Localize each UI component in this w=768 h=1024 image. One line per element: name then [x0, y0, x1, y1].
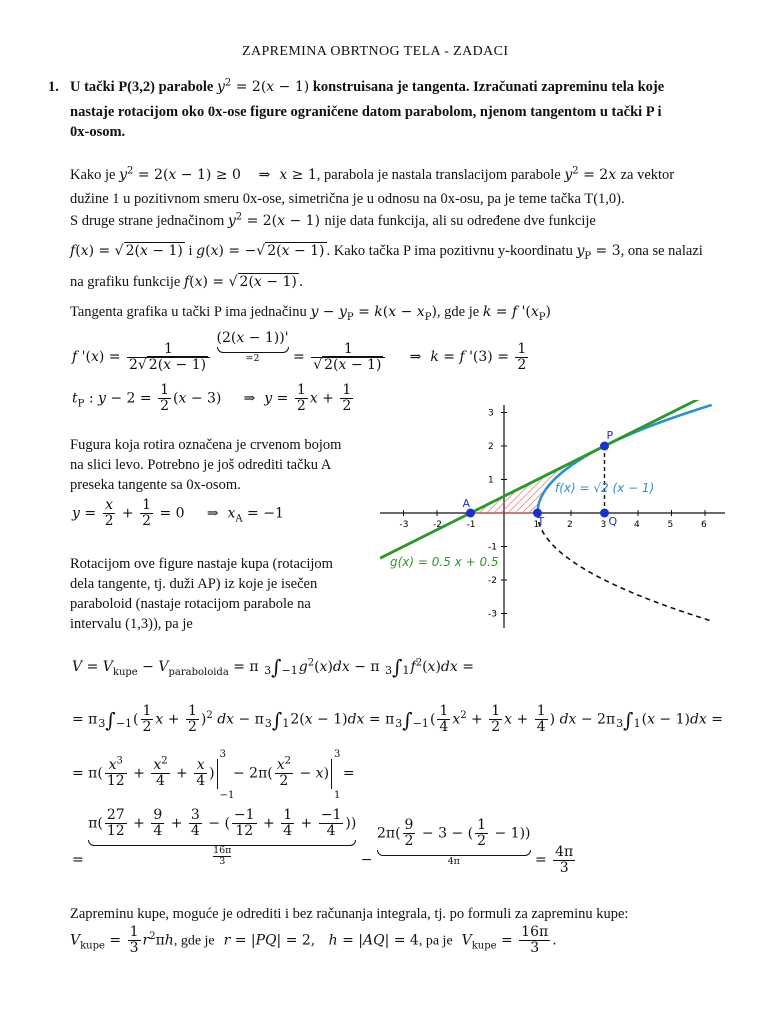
end2a: , gde je	[173, 933, 215, 949]
problem-text-1b: konstruisana je tangenta. Izračunati zapreminu tela koje	[312, 79, 665, 95]
page-title: ZAPREMINA OBRTNOG TELA - ZADACI	[242, 44, 509, 59]
paragraph-5: na grafiku funkcije f(x) = √ 2(x − 1) .	[70, 274, 304, 290]
y-tick-label: 3	[488, 408, 494, 419]
x-tick-label: 2	[567, 520, 573, 530]
function-graph	[380, 400, 725, 630]
p6a: Tangenta grafika u tački P ima jednačinu	[70, 304, 307, 320]
p4b: . Kako tačka P ima pozitivnu y-koordinatu	[326, 243, 573, 259]
point-label-q: Q	[608, 515, 618, 528]
p4a: i	[188, 243, 193, 259]
p1b: , parabola je nastala translacijom parabole	[316, 167, 561, 183]
problem-number: 1.	[48, 79, 59, 95]
point-a-equation: y = $\frac{x}{2}$ + $\frac{1}{2}$ = 0 ⇒ $x_A = -1$	[72, 497, 284, 529]
end2b: , pa je	[418, 933, 453, 949]
x-tick-label: 6	[701, 520, 707, 530]
paragraph-2: dužine 1 u pozitivnom smeru 0x-ose, simetrična je u odnosu na 0x-osu, pa je teme tačka T(1,0).	[70, 191, 625, 207]
parabola-upper-branch	[538, 405, 712, 513]
p4c: , ona se nalazi	[620, 243, 703, 259]
tangent-equation: $t_P$ : y − 2 = $\frac{1}{2}$ (x − 3) ⇒ y = $\frac{1}{2}$ x + $\frac{1}{2}$	[72, 382, 352, 414]
p1c: za vektor	[620, 167, 675, 183]
paragraph-6: Tangenta grafika u tački P ima jednačinu $y - y_P = k(x - x_P)$, gde je k = f '$(x_P)$	[70, 304, 551, 323]
p3b: nije data funkcija, ali su određene dve funkcije	[324, 213, 596, 229]
y-tick-label: -1	[488, 542, 497, 553]
volume-eq-2: = π3∫−1( $\frac{1}{2}$ x + $\frac{1}{2}$ )$^2$ dx − π3∫12(x − 1)dx = π3∫−1( $\frac{1}{4}$ $x^2$ + $\frac{1}{2}$ x + $\frac{1}{4}$ ) dx − 2π3∫1(x − 1)dx =	[72, 703, 724, 735]
problem-text-1a: U tački P(3,2) parabole	[70, 79, 214, 95]
y-tick-label: 2	[488, 442, 494, 452]
p5a: na grafiku funkcije	[70, 274, 181, 290]
x-tick-label: -3	[399, 520, 409, 530]
p6b: , gde je	[436, 304, 480, 320]
conclusion-2: $V_{kupe}$ = $\frac{1}{3}$ $r^2\pi h$, gde je r = |PQ| = 2, h = |AQ| = 4, pa je $V_{kupe}$ = $\frac{16\pi}{3}$ .	[70, 924, 557, 956]
y-tick-label: -2	[488, 576, 497, 586]
x-tick-label: -1	[466, 520, 476, 530]
figure-text-3: preseka tangente sa 0x-osom.	[70, 477, 241, 493]
rotation-text-1: Rotacijom ove figure nastaje kupa (rotacijom	[70, 556, 333, 572]
p1a: Kako je	[70, 167, 116, 183]
figure-text-1: Fugura koja rotira označena je crvenom bojom	[70, 437, 342, 453]
y-tick-label: 1	[488, 475, 494, 486]
volume-eq-4: = π( $\frac{27}{12}$ + $\frac{9}{4}$ + $\frac{3}{4}$ − ( $\frac{-1}{12}$ + $\frac{1}{4}$ + $\frac{-1}{4}$ )) $\frac{16\pi}{3}$ − 2π( $\frac{9}{2}$ − 3 − ( $\frac{1}{2}$ − 1)) 4π = $\frac{4\pi}{3}$	[72, 807, 574, 876]
derivative-equation: f '(x) = $\frac{1}{2√ 2(x - 1)}$ (2(x − 1))' =2 = $\frac{1}{√ 2(x - 1)}$ ⇒ k = f '(3) = $\frac{1}{2}$	[72, 330, 527, 373]
x-tick-label: 3	[600, 520, 607, 530]
volume-eq-1: $V = V_{kupe} - V_{paraboloida} = \pi$ $3\int-1g^2(x)dx - \pi$ $3\int 1f^2(x)dx$ =	[72, 655, 474, 679]
x-tick-label: 1	[533, 520, 540, 530]
paragraph-4: f(x) = √ 2(x − 1) i g(x) = −√ 2(x − 1) . Kako tačka P ima pozitivnu y-koordinatu $y_P = 3$, ona se nalazi	[70, 243, 703, 262]
label-g: g(x) = 0.5 x + 0.5	[390, 555, 499, 569]
x-tick-label: 5	[667, 520, 674, 530]
figure-text-2: na slici levo. Potrebno je još odrediti tačku A	[70, 457, 332, 473]
volume-eq-3: = π( $\frac{x^3}{12}$ + $\frac{x^2}{4}$ + $\frac{x}{4}$ ) 3 −1 − 2π( $\frac{x^2}{2}$ − x) 3 1 =	[72, 748, 355, 801]
conclusion-1: Zapreminu kupe, moguće je odrediti i bez računanja integrala, tj. po formuli za zapreminu kupe:	[70, 906, 629, 922]
parabola-lower-branch	[538, 513, 712, 621]
x-tick-label: 4	[634, 520, 640, 530]
rotation-text-4: intervalu (1,3)), pa je	[70, 616, 193, 632]
axis-ticks	[400, 409, 708, 620]
point-label-a: A	[462, 497, 471, 510]
problem-text-3: 0x-osom.	[70, 124, 126, 140]
problem-text-1: U tački P(3,2) parabole $y^2 = 2(x - 1)$ konstruisana je tangenta. Izračunati zapreminu tela koje	[70, 77, 665, 95]
y-tick-label: -3	[488, 609, 497, 620]
problem-text-2: nastaje rotacijom oko 0x-ose figure ograničene datom parabolom, njenom tangentom u tački P i	[70, 104, 662, 120]
p3a: S druge strane jednačinom	[70, 213, 225, 229]
rotation-text-3: paraboloid (nastaje rotacijom parabole na	[70, 596, 311, 612]
point-label-t: T	[537, 515, 545, 528]
paragraph-3: S druge strane jednačinom $y^2 = 2(x - 1)$ nije data funkcija, ali su određene dve funkcije	[70, 211, 596, 229]
rotation-text-2: dela tangente, tj. duži AP) iz koje je isečen	[70, 576, 318, 592]
label-f: f(x) = √2 (x − 1)	[555, 481, 655, 495]
point-p	[600, 442, 609, 451]
point-label-p: P	[606, 429, 614, 442]
paragraph-1: Kako je $y^2 = 2(x - 1) \ge 0$ ⇒ x ≥ 1, parabola je nastala translacijom parabole $y^2 = 2x$ za vektor	[70, 165, 675, 183]
x-tick-label: -2	[433, 520, 442, 530]
